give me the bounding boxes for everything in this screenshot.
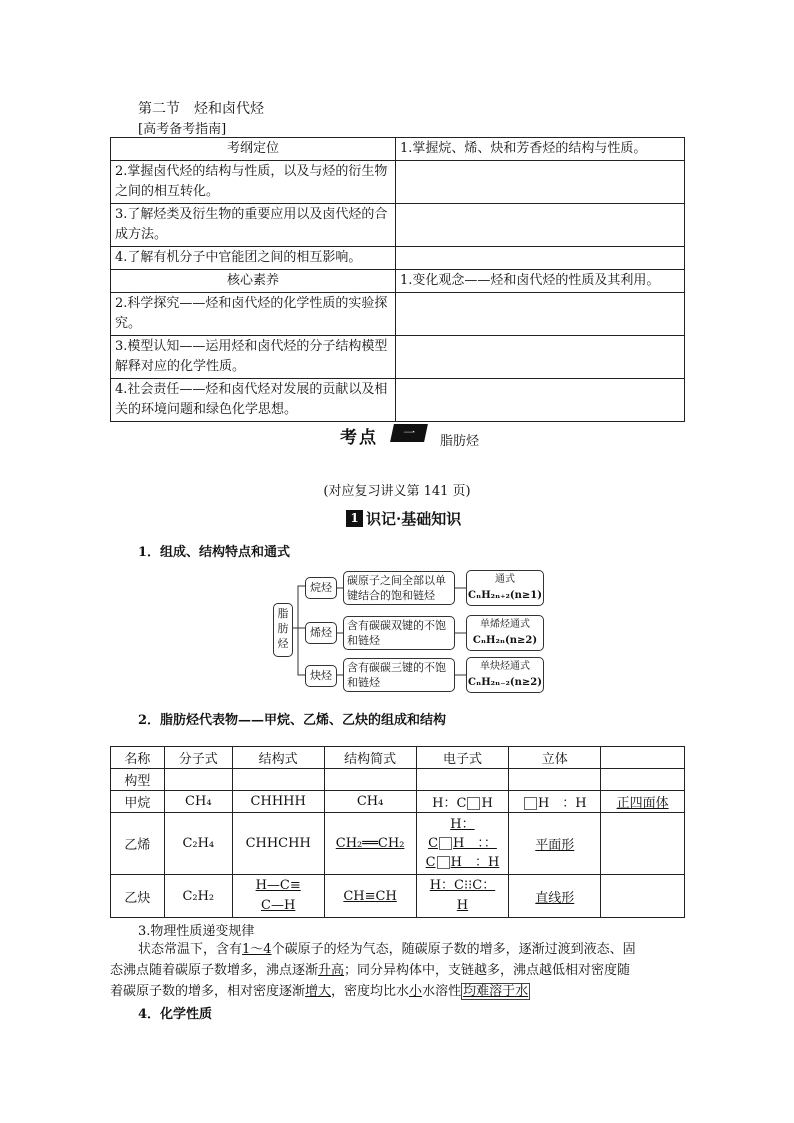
text: 状态常温下，含有 bbox=[138, 942, 243, 957]
electron-line: H：C⁝⁝C： bbox=[429, 878, 496, 893]
guide-cell: 2.科学探究——烃和卤代烃的化学性质的实验探究。 bbox=[111, 293, 396, 336]
table-cell bbox=[164, 769, 232, 791]
diagram-type-alkane: 烷烃 bbox=[305, 577, 337, 599]
electron-part: C bbox=[425, 855, 436, 870]
cell-structure: CHHCHH bbox=[232, 813, 324, 875]
diagram-desc-alkene: 含有碳碳双键的不饱和链烃 bbox=[343, 616, 455, 650]
text: ，密度均比水 bbox=[331, 984, 410, 999]
diagram-root bbox=[273, 603, 293, 657]
cell-electron bbox=[416, 875, 509, 918]
cell-structure: CHHHH bbox=[232, 791, 324, 813]
th-empty bbox=[601, 747, 685, 769]
guide-cell: 3.了解烃类及衍生物的重要应用以及卤代烃的合成方法。 bbox=[111, 204, 396, 247]
page-reference: (对应复习讲义第 141 页) bbox=[323, 484, 471, 499]
guide-cell: 考纲定位 bbox=[111, 138, 396, 161]
table-cell bbox=[601, 813, 685, 875]
item-2: 2．脂肪烃代表物——甲烷、乙烯、乙炔的组成和结构 bbox=[138, 713, 447, 728]
item-1: 1．组成、结构特点和通式 bbox=[138, 545, 291, 560]
section-label: 识记·基础知识 bbox=[366, 510, 462, 528]
blank-answer: 均难溶于水 bbox=[463, 984, 529, 999]
cell-name: 乙烯 bbox=[111, 813, 165, 875]
text: 着碳原子数的增多，相对密度逐渐 bbox=[110, 984, 306, 999]
cell-simple bbox=[324, 875, 416, 918]
kaodian-title: 脂肪烃 bbox=[440, 434, 480, 449]
shape-value: 平面形 bbox=[535, 838, 575, 853]
item-4: 4．化学性质 bbox=[138, 1007, 213, 1022]
electron-part: C bbox=[428, 836, 439, 851]
cell-stereo bbox=[509, 813, 601, 875]
text: 水溶性 bbox=[422, 984, 462, 999]
cell-name: 甲烷 bbox=[111, 791, 165, 813]
shape-value: 直线形 bbox=[535, 890, 575, 906]
formula-value: CₙH₂ₙ₋₂(n≥2) bbox=[468, 677, 542, 688]
kaodian-number: 一 bbox=[390, 424, 428, 442]
table-cell bbox=[509, 769, 601, 791]
th-formula: 分子式 bbox=[164, 747, 232, 769]
electron-part: H bbox=[481, 796, 493, 811]
diagram-formula-alkene bbox=[466, 615, 544, 651]
placeholder-glyph bbox=[439, 837, 452, 850]
guide-cell: 4.了解有机分子中官能团之间的相互影响。 bbox=[111, 247, 396, 270]
section-number: 1 bbox=[346, 510, 363, 527]
cell-simple: CH₄ bbox=[324, 791, 416, 813]
blank-answer: 升高 bbox=[318, 963, 345, 978]
blank-answer: 小 bbox=[409, 984, 423, 999]
blank-answer: 增大 bbox=[305, 984, 332, 999]
table-row bbox=[111, 875, 685, 918]
paragraph-line bbox=[110, 981, 690, 1002]
table-cell bbox=[601, 875, 685, 918]
placeholder-glyph bbox=[437, 856, 450, 869]
guide-cell: 3.模型认知——运用烃和卤代烃的分子结构模型解释对应的化学性质。 bbox=[111, 336, 396, 379]
text: 个碳原子的烃为气态，随碳原子数的增多，逐渐过渡到液态、固 bbox=[271, 942, 636, 957]
table-cell bbox=[601, 769, 685, 791]
placeholder-glyph bbox=[524, 797, 537, 810]
electron-line: H bbox=[456, 898, 469, 913]
guide-cell: 1.变化观念——烃和卤代烃的性质及其利用。 bbox=[396, 270, 685, 293]
paragraph-line bbox=[110, 960, 690, 981]
cell-structure bbox=[232, 875, 324, 918]
table-cell bbox=[324, 769, 416, 791]
item-3: 3.物理性质递变规律 bbox=[138, 924, 255, 939]
formula-title: 通式 bbox=[495, 574, 515, 585]
electron-line: H： bbox=[450, 817, 475, 832]
cell-name: 乙炔 bbox=[111, 875, 165, 918]
th-electron: 电子式 bbox=[416, 747, 509, 769]
th-config: 构型 bbox=[111, 769, 165, 791]
guide-cell: 1.掌握烷、烯、炔和芳香烃的结构与性质。 bbox=[396, 138, 685, 161]
diagram-desc-alkane: 碳原子之间全部以单键结合的饱和链烃 bbox=[343, 571, 455, 605]
guide-cell: 4.社会责任——烃和卤代烃对发展的贡献以及相关的环境问题和绿色化学思想。 bbox=[111, 379, 396, 422]
text: ；同分异构体中，支链越多，沸点越低相对密度随 bbox=[344, 963, 631, 978]
cell-electron bbox=[416, 813, 509, 875]
blank-answer: 1～4 bbox=[242, 942, 272, 957]
electron-line bbox=[419, 853, 507, 872]
diagram-formula-alkyne bbox=[466, 657, 544, 693]
paragraph-line bbox=[138, 939, 693, 960]
diagram-root-label: 脂肪烃 bbox=[277, 607, 289, 650]
th-structure: 结构式 bbox=[232, 747, 324, 769]
cell-stereo bbox=[509, 791, 601, 813]
kaodian-label: 考点 bbox=[340, 428, 378, 448]
section-title: 第二节 烃和卤代烃 bbox=[138, 101, 264, 117]
guide-label: [高考备考指南] bbox=[138, 122, 227, 137]
text: 态沸点随着碳原子数增多，沸点逐渐 bbox=[110, 963, 319, 978]
table-cell bbox=[416, 769, 509, 791]
formula-value: CₙH₂ₙ₊₂(n≥1) bbox=[468, 590, 542, 601]
hydrocarbon-table bbox=[110, 746, 685, 918]
guide-cell: 核心素养 bbox=[111, 270, 396, 293]
table-cell bbox=[232, 769, 324, 791]
diagram-desc-alkyne: 含有碳碳三键的不饱和链烃 bbox=[343, 658, 455, 692]
cell-shape bbox=[601, 791, 685, 813]
stereo-part: H ：H bbox=[537, 796, 587, 811]
cell-formula: CH₄ bbox=[164, 791, 232, 813]
structure-line: H—C≡ bbox=[255, 878, 301, 893]
diagram-type-alkyne: 炔烃 bbox=[305, 665, 337, 687]
table-row bbox=[111, 791, 685, 813]
th-name: 名称 bbox=[111, 747, 165, 769]
formula-title: 单烯烃通式 bbox=[480, 619, 530, 630]
simple-value: CH≡CH bbox=[343, 888, 397, 904]
cell-formula: C₂H₂ bbox=[164, 875, 232, 918]
guide-cell: 2.掌握卤代烃的结构与性质，以及与烃的衍生物之间的相互转化。 bbox=[111, 161, 396, 204]
formula-value: CₙH₂ₙ(n≥2) bbox=[472, 635, 538, 646]
diagram-type-alkene: 烯烃 bbox=[305, 622, 337, 644]
th-simple: 结构简式 bbox=[324, 747, 416, 769]
table-row bbox=[111, 813, 685, 875]
electron-part: H ：H bbox=[450, 855, 500, 870]
diagram-formula-alkane bbox=[466, 570, 544, 606]
cell-stereo bbox=[509, 875, 601, 918]
cell-formula: C₂H₄ bbox=[164, 813, 232, 875]
placeholder-glyph bbox=[467, 797, 480, 810]
cell-electron bbox=[416, 791, 509, 813]
electron-line bbox=[419, 834, 507, 853]
shape-value: 正四面体 bbox=[616, 796, 669, 811]
th-stereo: 立体 bbox=[509, 747, 601, 769]
structure-line: C—H bbox=[261, 898, 296, 913]
cell-simple bbox=[324, 813, 416, 875]
electron-part: H：C bbox=[432, 796, 467, 811]
formula-title: 单炔烃通式 bbox=[480, 661, 530, 672]
electron-part: H ：： bbox=[453, 836, 497, 851]
simple-value: CH₂══CH₂ bbox=[335, 836, 405, 851]
